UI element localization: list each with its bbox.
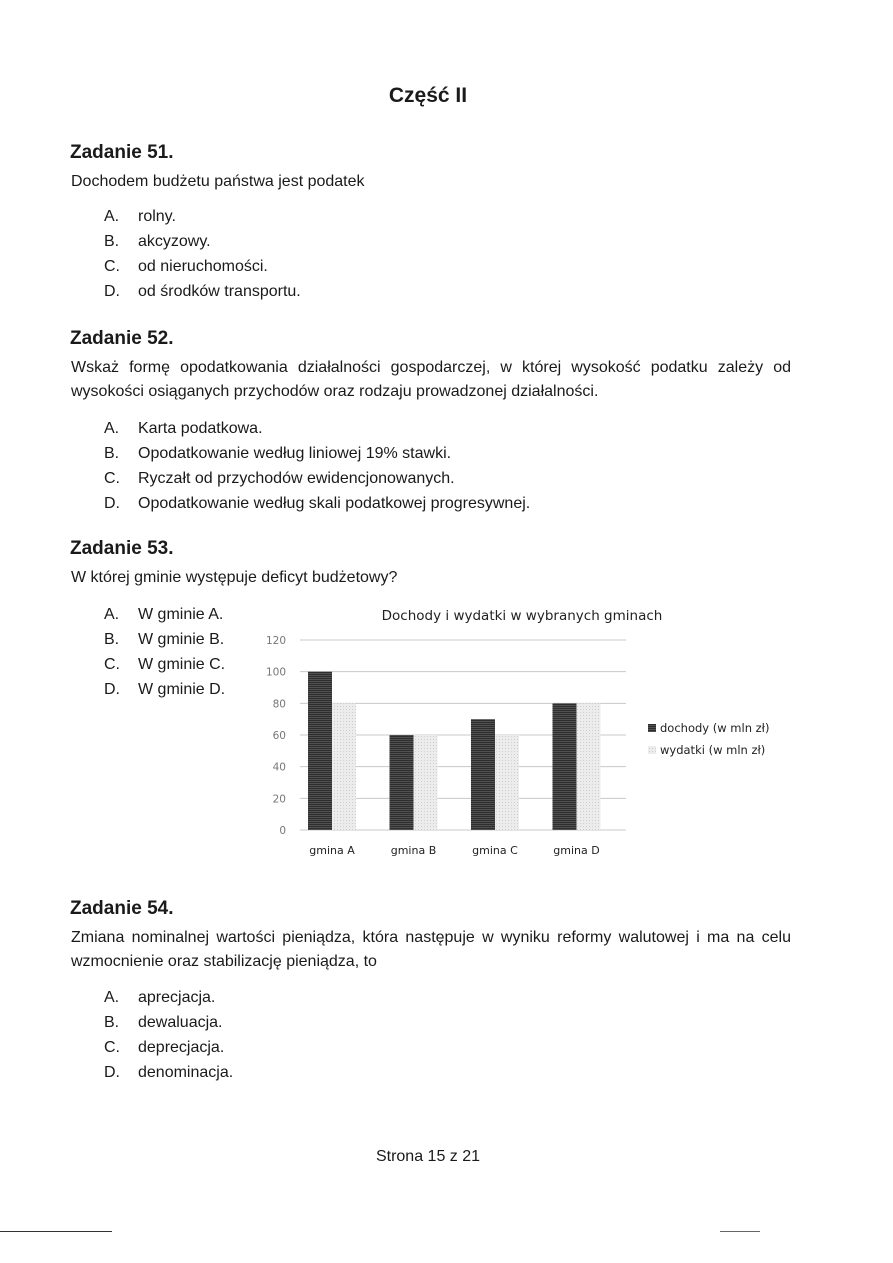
option-text: deprecjacja. xyxy=(138,1039,225,1056)
option-text: od nieruchomości. xyxy=(138,258,268,275)
task-51-option-a xyxy=(104,204,301,229)
task-53-option-b xyxy=(104,627,225,652)
option-text: Karta podatkowa. xyxy=(138,420,263,437)
option-letter: C. xyxy=(104,258,120,275)
option-text: denominacja. xyxy=(138,1064,234,1081)
task-53-option-a xyxy=(104,602,225,627)
legend-swatch xyxy=(648,746,656,754)
task-54-title: Zadanie 54. xyxy=(70,898,174,919)
task-54-option-d xyxy=(104,1060,233,1085)
bar-wydatki xyxy=(495,735,519,830)
task-51-question: Dochodem budżetu państwa jest podatek xyxy=(71,173,365,190)
option-letter: C. xyxy=(104,1039,120,1056)
task-52-option-c xyxy=(104,466,530,491)
bar-wydatki xyxy=(414,735,438,830)
bar-wydatki xyxy=(332,703,356,830)
option-letter: D. xyxy=(104,681,120,698)
task-53-title: Zadanie 53. xyxy=(70,538,174,559)
option-text: W gminie C. xyxy=(138,656,226,673)
task-52-option-a xyxy=(104,416,530,441)
legend-label: wydatki (w mln zł) xyxy=(660,743,766,757)
scan-line xyxy=(720,1231,760,1232)
y-tick-label: 100 xyxy=(265,666,286,679)
task-51-option-d xyxy=(104,279,301,304)
option-text: W gminie A. xyxy=(138,606,224,623)
option-text: Ryczałt od przychodów ewidencjonowanych. xyxy=(138,470,455,487)
task-51-title: Zadanie 51. xyxy=(70,142,174,163)
option-letter: B. xyxy=(104,1014,120,1031)
task-54-option-b xyxy=(104,1010,233,1035)
option-letter: C. xyxy=(104,656,120,673)
bar-wydatki xyxy=(577,703,601,830)
y-tick-label: 80 xyxy=(272,698,286,711)
task-54-options xyxy=(104,985,233,1085)
y-tick-label: 20 xyxy=(272,793,286,806)
option-text: W gminie B. xyxy=(138,631,225,648)
option-letter: A. xyxy=(104,989,120,1006)
task-52-option-b xyxy=(104,441,530,466)
scan-line xyxy=(0,1231,112,1232)
task-52-title: Zadanie 52. xyxy=(70,328,174,349)
legend-label: dochody (w mln zł) xyxy=(660,721,770,735)
x-tick-label: gmina A xyxy=(309,844,355,857)
option-text: od środków transportu. xyxy=(138,283,301,300)
page-title: Część II xyxy=(388,84,468,107)
budget-chart xyxy=(250,598,810,868)
task-53-question: W której gminie występuje deficyt budżetowy? xyxy=(71,569,398,586)
task-54-option-c xyxy=(104,1035,233,1060)
option-letter: A. xyxy=(104,606,120,623)
option-text: Opodatkowanie według skali podatkowej progresywnej. xyxy=(138,495,531,512)
option-text: W gminie D. xyxy=(138,681,226,698)
option-letter: B. xyxy=(104,233,120,250)
task-52-option-d xyxy=(104,491,530,516)
option-text: aprecjacja. xyxy=(138,989,216,1006)
x-tick-label: gmina B xyxy=(390,844,437,857)
task-54-question: Zmiana nominalnej wartości pieniądza, która następuje w wyniku reformy walutowej i ma na celu wzmocnienie oraz stabilizację pieniądza, to xyxy=(71,929,791,970)
y-tick-label: 40 xyxy=(272,761,286,774)
option-letter: C. xyxy=(104,470,120,487)
task-53-option-d xyxy=(104,677,225,702)
task-52-question: Wskaż formę opodatkowania działalności gospodarczej, w której wysokość podatku zależy od wysokości osiąganych przychodów oraz rodzaju prowadzonej działalności. xyxy=(71,359,791,400)
option-letter: A. xyxy=(104,420,120,437)
option-letter: A. xyxy=(104,208,120,225)
task-51-option-c xyxy=(104,254,301,279)
task-54-option-a xyxy=(104,985,233,1010)
chart-title: Dochody i wydatki w wybranych gminach xyxy=(381,608,663,624)
option-text: akcyzowy. xyxy=(138,233,211,250)
option-text: dewaluacja. xyxy=(138,1014,223,1031)
x-tick-label: gmina C xyxy=(472,844,518,857)
legend-swatch xyxy=(648,724,656,732)
bar-dochody xyxy=(390,735,414,830)
task-51-options xyxy=(104,204,301,304)
task-51-option-b xyxy=(104,229,301,254)
option-letter: D. xyxy=(104,283,120,300)
y-tick-label: 0 xyxy=(279,825,286,837)
option-letter: B. xyxy=(104,445,120,462)
bar-dochody xyxy=(553,703,577,830)
page-footer: Strona 15 z 21 xyxy=(375,1148,481,1165)
x-tick-label: gmina D xyxy=(553,844,600,857)
y-tick-label: 120 xyxy=(265,635,286,647)
task-52-options xyxy=(104,416,530,516)
y-tick-label: 60 xyxy=(272,730,286,742)
task-53-options xyxy=(104,602,225,702)
option-letter: D. xyxy=(104,495,120,512)
option-text: rolny. xyxy=(138,208,176,225)
task-53-option-c xyxy=(104,652,225,677)
option-letter: D. xyxy=(104,1064,120,1081)
bar-dochody xyxy=(308,672,332,830)
option-text: Opodatkowanie według liniowej 19% stawki. xyxy=(138,445,452,462)
option-letter: B. xyxy=(104,631,120,648)
bar-dochody xyxy=(471,719,495,830)
